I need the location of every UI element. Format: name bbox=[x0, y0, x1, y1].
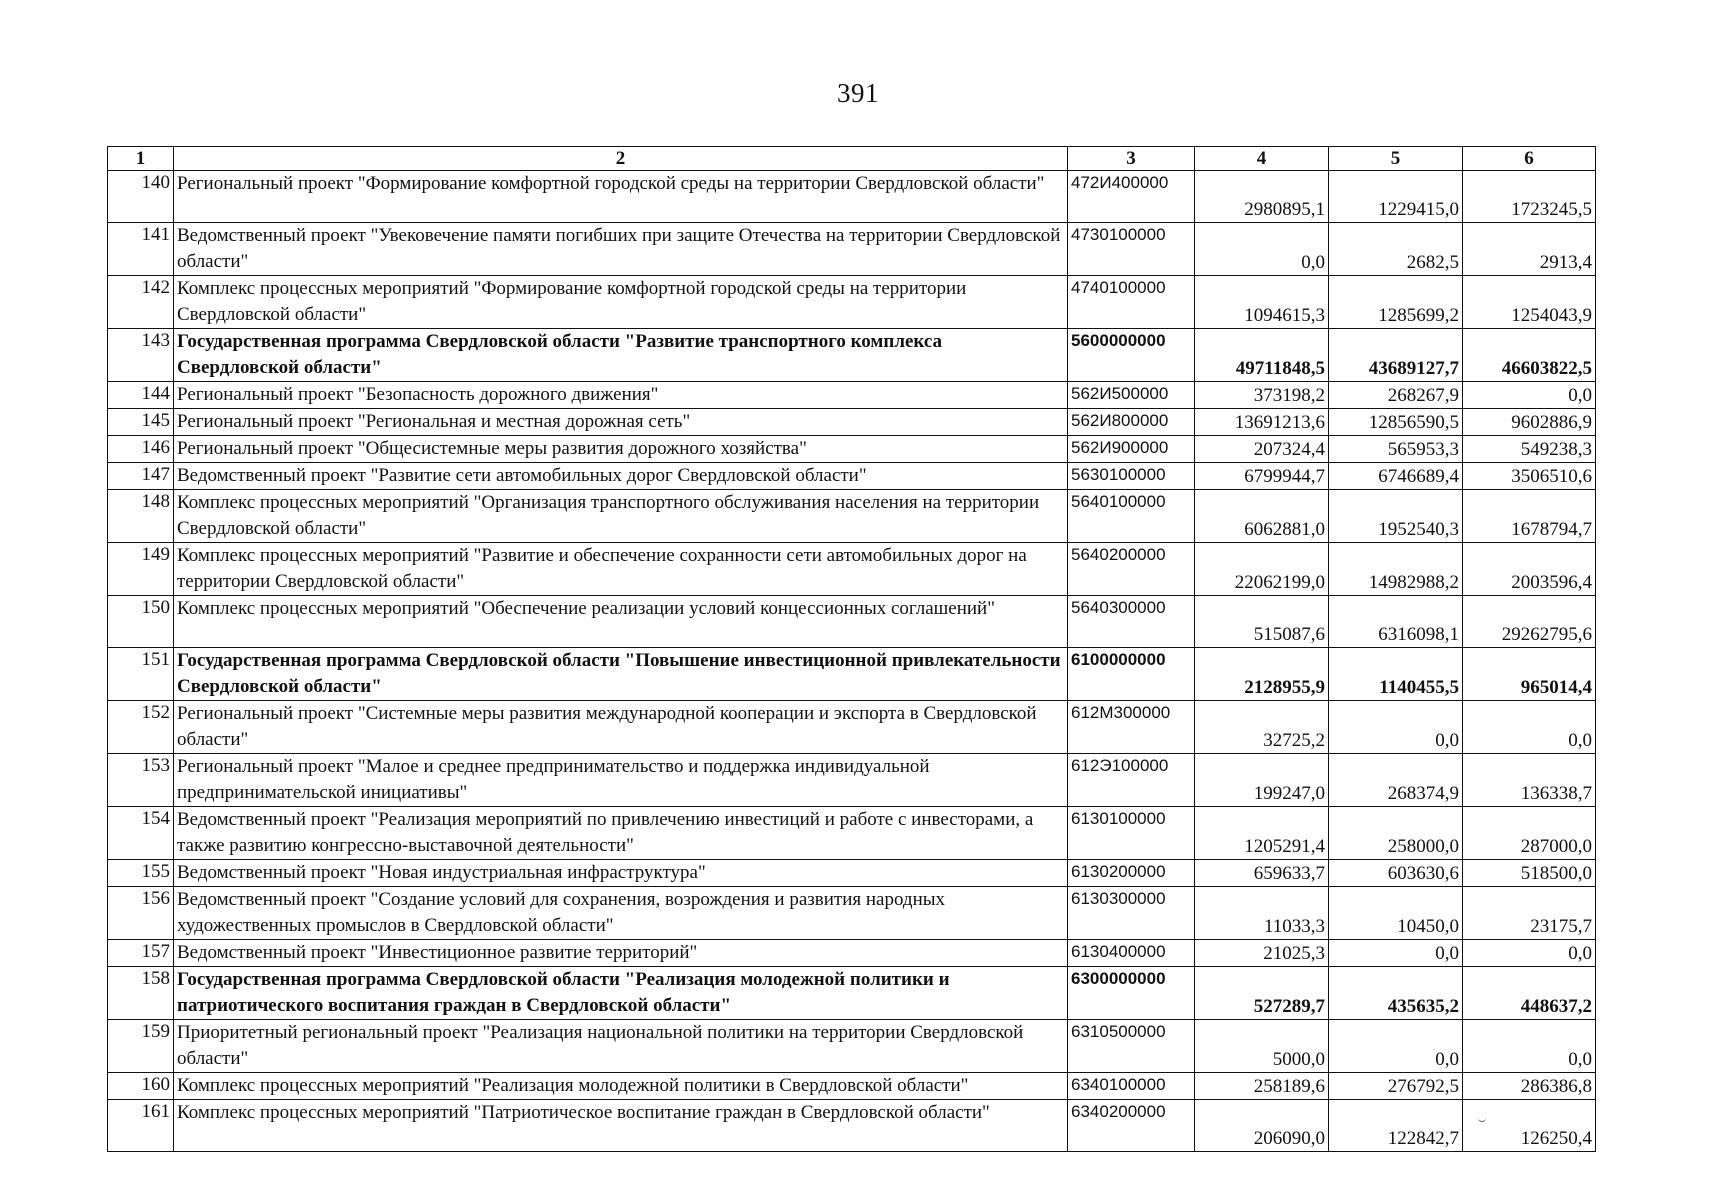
amount-col-5-cell: 43689127,7 bbox=[1329, 329, 1463, 382]
row-number-cell: 155 bbox=[108, 860, 174, 887]
item-name-cell: Региональный проект "Малое и среднее предпринимательство и поддержка индивидуальной предпринимательской инициативы" bbox=[174, 754, 1068, 807]
table-row bbox=[108, 1073, 1596, 1100]
amount-col-4-cell: 11033,3 bbox=[1195, 887, 1329, 940]
item-name-cell: Комплекс процессных мероприятий "Патриотическое воспитание граждан в Свердловской области" bbox=[174, 1100, 1068, 1152]
row-number-cell: 146 bbox=[108, 436, 174, 463]
budget-code-cell: 6130400000 bbox=[1068, 940, 1195, 967]
amount-col-6-cell: 23175,7 bbox=[1463, 887, 1596, 940]
table-row bbox=[108, 701, 1596, 754]
budget-code-cell: 4740100000 bbox=[1068, 276, 1195, 329]
amount-col-4-cell: 206090,0 bbox=[1195, 1100, 1329, 1152]
row-number-cell: 149 bbox=[108, 543, 174, 596]
amount-col-6-cell: 136338,7 bbox=[1463, 754, 1596, 807]
table-row bbox=[108, 967, 1596, 1020]
amount-col-5-cell: 6316098,1 bbox=[1329, 596, 1463, 648]
amount-col-5-cell: 0,0 bbox=[1329, 940, 1463, 967]
budget-code-cell: 612Э100000 bbox=[1068, 754, 1195, 807]
row-number-cell: 158 bbox=[108, 967, 174, 1020]
amount-col-4-cell: 2128955,9 bbox=[1195, 648, 1329, 701]
table-row bbox=[108, 543, 1596, 596]
amount-col-5-cell: 2682,5 bbox=[1329, 223, 1463, 276]
table-row bbox=[108, 1100, 1596, 1152]
table-row bbox=[108, 490, 1596, 543]
amount-col-4-cell: 199247,0 bbox=[1195, 754, 1329, 807]
amount-col-6-cell: 286386,8 bbox=[1463, 1073, 1596, 1100]
row-number-cell: 147 bbox=[108, 463, 174, 490]
amount-col-6-cell: 1678794,7 bbox=[1463, 490, 1596, 543]
table-row bbox=[108, 887, 1596, 940]
table-body bbox=[108, 171, 1596, 1152]
row-number-cell: 154 bbox=[108, 807, 174, 860]
amount-col-5-cell: 14982988,2 bbox=[1329, 543, 1463, 596]
amount-col-5-cell: 6746689,4 bbox=[1329, 463, 1463, 490]
row-number-cell: 148 bbox=[108, 490, 174, 543]
budget-code-cell: 6340100000 bbox=[1068, 1073, 1195, 1100]
amount-col-5-cell: 1952540,3 bbox=[1329, 490, 1463, 543]
amount-col-6-cell: 46603822,5 bbox=[1463, 329, 1596, 382]
table-row bbox=[108, 409, 1596, 436]
amount-col-6-cell: 3506510,6 bbox=[1463, 463, 1596, 490]
table-row bbox=[108, 223, 1596, 276]
amount-col-4-cell: 1094615,3 bbox=[1195, 276, 1329, 329]
budget-code-cell: 6130300000 bbox=[1068, 887, 1195, 940]
amount-col-4-cell: 49711848,5 bbox=[1195, 329, 1329, 382]
item-name-cell: Ведомственный проект "Реализация мероприятий по привлечению инвестиций и работе с инвесторами, а также развитию конгрессно-выставочной деятельности" bbox=[174, 807, 1068, 860]
amount-col-6-cell: 0,0 bbox=[1463, 701, 1596, 754]
item-name-cell: Ведомственный проект "Создание условий для сохранения, возрождения и развития народных художественных промыслов в Свердловской области" bbox=[174, 887, 1068, 940]
budget-code-cell: 562И500000 bbox=[1068, 382, 1195, 409]
page-number: 391 bbox=[837, 78, 879, 108]
amount-col-5-cell: 12856590,5 bbox=[1329, 409, 1463, 436]
budget-code-cell: 562И900000 bbox=[1068, 436, 1195, 463]
item-name-cell: Региональный проект "Системные меры развития международной кооперации и экспорта в Свердловской области" bbox=[174, 701, 1068, 754]
table-row bbox=[108, 1020, 1596, 1073]
amount-col-5-cell: 603630,6 bbox=[1329, 860, 1463, 887]
header-col-5: 5 bbox=[1329, 147, 1463, 171]
amount-col-5-cell: 268374,9 bbox=[1329, 754, 1463, 807]
item-name-cell: Региональный проект "Формирование комфортной городской среды на территории Свердловской области" bbox=[174, 171, 1068, 223]
row-number-cell: 153 bbox=[108, 754, 174, 807]
item-name-cell: Комплекс процессных мероприятий "Развитие и обеспечение сохранности сети автомобильных дорог на территории Свердловской области" bbox=[174, 543, 1068, 596]
table-row bbox=[108, 276, 1596, 329]
budget-code-cell: 5630100000 bbox=[1068, 463, 1195, 490]
budget-table bbox=[107, 146, 1596, 1152]
budget-code-cell: 6310500000 bbox=[1068, 1020, 1195, 1073]
row-number-cell: 140 bbox=[108, 171, 174, 223]
amount-col-6-cell: 965014,4 bbox=[1463, 648, 1596, 701]
row-number-cell: 145 bbox=[108, 409, 174, 436]
amount-col-6-cell: 2913,4 bbox=[1463, 223, 1596, 276]
header-col-2: 2 bbox=[174, 147, 1068, 171]
table-row bbox=[108, 463, 1596, 490]
budget-code-cell: 472И400000 bbox=[1068, 171, 1195, 223]
amount-col-6-cell: 1723245,5 bbox=[1463, 171, 1596, 223]
row-number-cell: 142 bbox=[108, 276, 174, 329]
amount-col-4-cell: 5000,0 bbox=[1195, 1020, 1329, 1073]
item-name-cell: Ведомственный проект "Увековечение памяти погибших при защите Отечества на территории Свердловской области" bbox=[174, 223, 1068, 276]
amount-col-5-cell: 10450,0 bbox=[1329, 887, 1463, 940]
amount-col-6-cell: 518500,0 bbox=[1463, 860, 1596, 887]
amount-col-4-cell: 659633,7 bbox=[1195, 860, 1329, 887]
item-name-cell: Государственная программа Свердловской области "Реализация молодежной политики и патриотического воспитания граждан в Свердловской области" bbox=[174, 967, 1068, 1020]
item-name-cell: Ведомственный проект "Развитие сети автомобильных дорог Свердловской области" bbox=[174, 463, 1068, 490]
amount-col-4-cell: 6799944,7 bbox=[1195, 463, 1329, 490]
amount-col-5-cell: 276792,5 bbox=[1329, 1073, 1463, 1100]
amount-col-4-cell: 515087,6 bbox=[1195, 596, 1329, 648]
header-col-1: 1 bbox=[108, 147, 174, 171]
amount-col-5-cell: 1229415,0 bbox=[1329, 171, 1463, 223]
amount-col-4-cell: 527289,7 bbox=[1195, 967, 1329, 1020]
amount-col-5-cell: 435635,2 bbox=[1329, 967, 1463, 1020]
table-row bbox=[108, 860, 1596, 887]
amount-col-6-cell: 0,0 bbox=[1463, 382, 1596, 409]
amount-col-6-cell: 1254043,9 bbox=[1463, 276, 1596, 329]
item-name-cell: Государственная программа Свердловской области "Повышение инвестиционной привлекательности Свердловской области" bbox=[174, 648, 1068, 701]
amount-col-6-cell: 9602886,9 bbox=[1463, 409, 1596, 436]
table-row bbox=[108, 807, 1596, 860]
amount-col-4-cell: 0,0 bbox=[1195, 223, 1329, 276]
row-number-cell: 156 bbox=[108, 887, 174, 940]
amount-col-4-cell: 373198,2 bbox=[1195, 382, 1329, 409]
row-number-cell: 144 bbox=[108, 382, 174, 409]
row-number-cell: 143 bbox=[108, 329, 174, 382]
budget-code-cell: 5640200000 bbox=[1068, 543, 1195, 596]
item-name-cell: Комплекс процессных мероприятий "Организация транспортного обслуживания населения на территории Свердловской области" bbox=[174, 490, 1068, 543]
row-number-cell: 159 bbox=[108, 1020, 174, 1073]
row-number-cell: 161 bbox=[108, 1100, 174, 1152]
row-number-cell: 160 bbox=[108, 1073, 174, 1100]
amount-col-5-cell: 565953,3 bbox=[1329, 436, 1463, 463]
item-name-cell: Региональный проект "Безопасность дорожного движения" bbox=[174, 382, 1068, 409]
table-row bbox=[108, 648, 1596, 701]
item-name-cell: Приоритетный региональный проект "Реализация национальной политики на территории Свердловской области" bbox=[174, 1020, 1068, 1073]
amount-col-6-cell: 549238,3 bbox=[1463, 436, 1596, 463]
row-number-cell: 141 bbox=[108, 223, 174, 276]
row-number-cell: 150 bbox=[108, 596, 174, 648]
amount-col-5-cell: 1285699,2 bbox=[1329, 276, 1463, 329]
amount-col-4-cell: 6062881,0 bbox=[1195, 490, 1329, 543]
budget-code-cell: 5640300000 bbox=[1068, 596, 1195, 648]
amount-col-6-cell: 448637,2 bbox=[1463, 967, 1596, 1020]
table-header-row bbox=[108, 147, 1596, 171]
budget-code-cell: 4730100000 bbox=[1068, 223, 1195, 276]
amount-col-4-cell: 2980895,1 bbox=[1195, 171, 1329, 223]
table-row bbox=[108, 940, 1596, 967]
amount-col-5-cell: 258000,0 bbox=[1329, 807, 1463, 860]
amount-col-4-cell: 22062199,0 bbox=[1195, 543, 1329, 596]
item-name-cell: Региональный проект "Региональная и местная дорожная сеть" bbox=[174, 409, 1068, 436]
header-col-4: 4 bbox=[1195, 147, 1329, 171]
amount-col-5-cell: 268267,9 bbox=[1329, 382, 1463, 409]
table-row bbox=[108, 382, 1596, 409]
budget-code-cell: 6300000000 bbox=[1068, 967, 1195, 1020]
row-number-cell: 152 bbox=[108, 701, 174, 754]
budget-code-cell: 562И800000 bbox=[1068, 409, 1195, 436]
table-row bbox=[108, 596, 1596, 648]
table-row bbox=[108, 436, 1596, 463]
amount-col-4-cell: 32725,2 bbox=[1195, 701, 1329, 754]
amount-col-4-cell: 258189,6 bbox=[1195, 1073, 1329, 1100]
budget-code-cell: 6130200000 bbox=[1068, 860, 1195, 887]
amount-col-6-cell: 287000,0 bbox=[1463, 807, 1596, 860]
row-number-cell: 157 bbox=[108, 940, 174, 967]
amount-col-6-cell: 29262795,6 bbox=[1463, 596, 1596, 648]
item-name-cell: Ведомственный проект "Инвестиционное развитие территорий" bbox=[174, 940, 1068, 967]
item-name-cell: Ведомственный проект "Новая индустриальная инфраструктура" bbox=[174, 860, 1068, 887]
header-col-6: 6 bbox=[1463, 147, 1596, 171]
item-name-cell: Государственная программа Свердловской области "Развитие транспортного комплекса Свердловской области" bbox=[174, 329, 1068, 382]
amount-col-4-cell: 21025,3 bbox=[1195, 940, 1329, 967]
amount-col-4-cell: 13691213,6 bbox=[1195, 409, 1329, 436]
budget-code-cell: 612М300000 bbox=[1068, 701, 1195, 754]
amount-col-5-cell: 0,0 bbox=[1329, 1020, 1463, 1073]
amount-col-4-cell: 207324,4 bbox=[1195, 436, 1329, 463]
budget-code-cell: 6100000000 bbox=[1068, 648, 1195, 701]
table-row bbox=[108, 171, 1596, 223]
item-name-cell: Комплекс процессных мероприятий "Формирование комфортной городской среды на территории Свердловской области" bbox=[174, 276, 1068, 329]
amount-col-6-cell: 0,0 bbox=[1463, 1020, 1596, 1073]
table-row bbox=[108, 754, 1596, 807]
budget-code-cell: 6340200000 bbox=[1068, 1100, 1195, 1152]
budget-code-cell: 5640100000 bbox=[1068, 490, 1195, 543]
header-col-3: 3 bbox=[1068, 147, 1195, 171]
amount-col-6-cell: 2003596,4 bbox=[1463, 543, 1596, 596]
amount-col-6-cell: 126250,4 bbox=[1463, 1100, 1596, 1152]
amount-col-4-cell: 1205291,4 bbox=[1195, 807, 1329, 860]
amount-col-6-cell: 0,0 bbox=[1463, 940, 1596, 967]
row-number-cell: 151 bbox=[108, 648, 174, 701]
amount-col-5-cell: 122842,7 bbox=[1329, 1100, 1463, 1152]
table-row bbox=[108, 329, 1596, 382]
amount-col-5-cell: 0,0 bbox=[1329, 701, 1463, 754]
amount-col-5-cell: 1140455,5 bbox=[1329, 648, 1463, 701]
item-name-cell: Комплекс процессных мероприятий "Обеспечение реализации условий концессионных соглашений" bbox=[174, 596, 1068, 648]
budget-code-cell: 6130100000 bbox=[1068, 807, 1195, 860]
item-name-cell: Региональный проект "Общесистемные меры развития дорожного хозяйства" bbox=[174, 436, 1068, 463]
item-name-cell: Комплекс процессных мероприятий "Реализация молодежной политики в Свердловской области" bbox=[174, 1073, 1068, 1100]
budget-code-cell: 5600000000 bbox=[1068, 329, 1195, 382]
